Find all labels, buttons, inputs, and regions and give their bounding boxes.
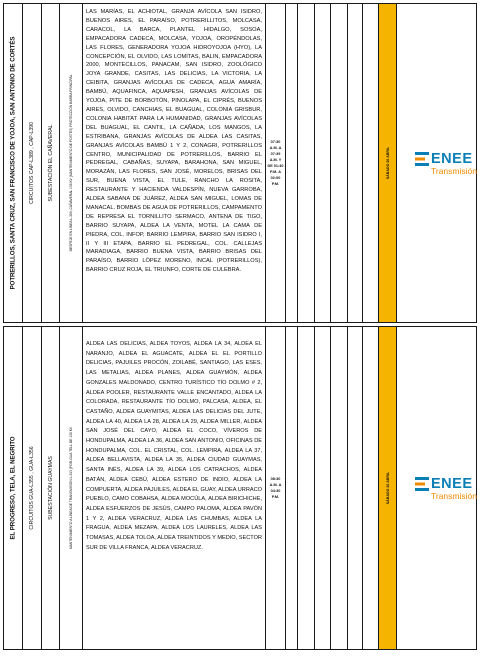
substation-label: SUBESTACIÓN GUAYMAS xyxy=(47,456,54,520)
outage-date: SÁBADO 26 ABRIL xyxy=(385,146,390,180)
empty-cell xyxy=(363,4,379,322)
areas-cell xyxy=(83,327,266,649)
areas-cell xyxy=(83,4,266,322)
circuits-label: CIRCUITOS CAP-L389 , CAP-L390 xyxy=(29,121,35,205)
date-cell xyxy=(379,4,397,322)
substation-cell xyxy=(42,327,60,649)
empty-cell xyxy=(363,327,379,649)
time-cell xyxy=(266,327,286,649)
empty-cell xyxy=(348,4,363,322)
circuits-label: CIRCUITOS GUA-L355 , GUA-L356 xyxy=(29,446,35,530)
empty-cell xyxy=(315,327,331,649)
empty-cell xyxy=(286,327,298,649)
outage-row xyxy=(3,326,477,650)
enee-logo xyxy=(415,473,477,503)
logo-word: ENEE xyxy=(431,476,473,492)
empty-cell xyxy=(331,4,348,322)
zone-name: EL PROGRESO, TELA, EL NEGRITO xyxy=(9,436,17,540)
date-cell xyxy=(379,327,397,649)
logo-subtitle: Transmisión xyxy=(431,491,477,501)
zone-cell xyxy=(4,327,23,649)
empty-cell xyxy=(331,327,348,649)
substation-cell xyxy=(42,4,60,322)
circuits-cell xyxy=(23,4,42,322)
empty-cell xyxy=(286,4,298,322)
logo-cell xyxy=(397,327,478,649)
substation-label: SUBESTACIÓN EL CAÑAVERAL xyxy=(47,124,54,202)
empty-cell xyxy=(348,327,363,649)
logo-word: ENEE xyxy=(431,151,473,167)
outage-row xyxy=(3,3,477,323)
logo-subtitle: Transmisión xyxy=(431,166,477,176)
enee-logo xyxy=(415,148,477,178)
reason-label: MANTENIMIENTO A LÍNEA DE TRANSMISIÓN L-513 (PGR-GUA TELL DE 138 KV xyxy=(69,426,73,550)
empty-cell xyxy=(315,4,331,322)
enee-logo-mark-icon xyxy=(415,477,429,491)
outage-date: SÁBADO 26 ABRIL xyxy=(385,471,390,505)
empty-cell xyxy=(298,327,315,649)
outage-time: 07:30 A.M. A 07:39 A.M. Y DE 01:40 P.M. A 02:00 P.M. xyxy=(267,140,284,186)
zone-name: POTRERILLOS, SANTA CRUZ, SAN FRANCISCO DE YOJOA, SAN ANTONIO DE CORTÉS xyxy=(9,36,17,290)
time-cell xyxy=(266,4,286,322)
outage-time: 08:30 A.M. A 04:30 P.M. xyxy=(269,477,282,499)
logo-cell xyxy=(397,4,478,322)
enee-logo-mark-icon xyxy=(415,152,429,166)
circuits-cell xyxy=(23,327,42,649)
zone-cell xyxy=(4,4,23,322)
reason-label: DESPEJE EN LÍNEA L-389, CAÑAVERAL 138 KV (MANTENIMIENTO DE POSTES) PROTECCIÓN BARRA PRINCIPAL xyxy=(69,74,73,252)
empty-cell xyxy=(298,4,315,322)
reason-cell xyxy=(60,327,83,649)
reason-cell xyxy=(60,4,83,322)
affected-areas: LAS MARÍAS, EL ACHIOTAL, GRANJA AVÍCOLA SAN ISIDRO, BUENOS AIRES, EL PARAÍSO, POTRERILLITOS, MOLCASA, CARACOL, LA BARCA, PLANTEL HIDALGO, SOSOA, EMPACADORA CADECA, MOLCASA, YOJOA, OROPÉNDOLAS, LAS FLORES, GENERADORA YOJOA HIDROYOJOA (HYO), LA CONCEPCIÓN, EL OLVIDO, LAS LOMITAS, BALIN, EMPACADORA 2000, MONTECILLOS, PANACAM, SAN ISIDRO, ZOOLÓGICO JOYA GRANDE, CASITAS, LAS DELICIAS, LA VICTORIA, LA CEIBITA, GRANJAS AVÍCOLAS DE CADECA, AGUA AMARÍA, BAMBÚ, AQUAFINCA, AQUAPESH, GRANJAS AVÍCOLAS DE YOJOA, PITE DE BORBOTÓN, PINOLAPA, EL CIPRÉS, BUENOS AIRES, OLVIDO, CANCHIAS, EL BUAGUAL, COLONIA GRISBUR, COLONIA HABITAT PARA LA HUMANIDAD, GRANJAS AVÍCOLAS DEL BUAGUAL, EL CANTIL, LA CAÑADA, LOS MANGOS, LA ESTRIBANA, GRANJAS AVÍCOLAS DE ALDEA LAS CASITAS, GRANJAS AVÍCOLAS BAMBÚ 1 Y 2, CONAGRI, POTRERILLOS CENTRO, MUNICIPALIDAD DE POTRERILLOS, BARRIO EL PEDREGAL, CABAÑAS, SUYAPA, BARAHONA, SAN MIGUEL, MORAZÁN, LAS FLORES, SAN JOSÉ, MORELOS, BRISAS DEL SUR, BUENA VISTA, EL TULE, RANCHO LA ROSITA, RESTAURANTE Y HACIENDA VALDESPÍN, NUEVA GARROBA, ALDEA SABANA DE JUÁREZ, ALDEA SAN MIGUEL, LOMAS DE MANACAL. BOMBAS DE AGUA DE POTRERILLOS, CAMPAMENTO DE REPRESA EL TORNILLITO SERMACO, ANTENA DE TIGO, BARRIO SUYAPA, ALDEA LA VENTA, MOTEL LA CAMA DE PIEDRA, COL. INFOP, BARRIO LEMPIRA, BARRIO SAN ISIDRO I, II Y III ETAPA, BARRIO EL PEDREGAL, COL. CALLEJAS MARADIAGA, BARRIO BUENA VISTA, BARRIO BRISAS DEL PARAÍSO, BARRIO LÓPEZ MORENO, INCAL (POTRERILLOS), BARRIO CRUZ ROJA, EL TRIUNFO, CORTE DE CULEBRA. xyxy=(86,9,262,274)
affected-areas: ALDEA LAS DELICIAS, ALDEA TOYOS, ALDEA LA 34, ALDEA EL NARANJO, ALDEA EL AGUACATE, ALDEA EL EL PORTILLO DELICIAS, PAJUILES PROCÓN, ZOILABÉ, SANTIAGO, LAS ESES, LAS METALIAS, ALDEA PLANES, ALDEA GUAYMÓN, ALDEA GONZALES MALDONADO, CENTRO TURÍSTICO TÍO DOLMO # 2, ALDEA POOLER, RESTAURANTE VALLE ENCANTADO, ALDEA LA COLORADA, RESTAURANTE TÍO DOLMO, PALCASA, ALDEA, EL CASTAÑO, ALDEA GUAYMITAS, ALDEA LAS DELICIAS DEL JUTE, ALDEA LA 40, ALDEA LA 28, ALDEA LA 29, ALDEA MILLER, ALDEA SAN JOSÉ DEL CAYO, ALDEA EL COCO, VÍVEROS DE HONDUPALMA, ALDEA LA 36, ALDEA SAN ANTONIO, OFICINAS DE HONDUPALMA, COL. EL CRISTAL, COL. LEMPIRA, ALDEA LA 37, ALDEA BELLAVISTA, ALDEA LA 35, ALDEA CIUDAD GUAYMAS, SANTA INÉS, ALDEA LA 39, ALDEA LOS CATRACHOS, ALDEA BATÁN, ALDEA CEBÚ, ALDEA ESTERO DE INDIO, ALDEA LA COMPUERTA, ALDEA PAJUILES, ALDEA EL GUAY, ALDEA URRACO PUEBLO, CAMO COBAHSA, ALDEA MOCÚLA, ALDEA BIRICHICHE, ALDEA ESFUERZOS DE JESÚS, CAMPO PALOMA, ALDEA PAVÓN 1 Y 2, ALDEA VERACRUZ, ALDEA LAS CHUMBAS, ALDEA LA FRAGUA, ALDEA MEZAPA, ALDEA LOS LAURELES, ALDEA LAS TOMASAS, ALDEA TOLOA, ALDEA TREINTIDOS Y MEDIO, SECTOR SUR DE VILLA FRANCA, ALDEA VERACRUZ. xyxy=(86,341,262,551)
